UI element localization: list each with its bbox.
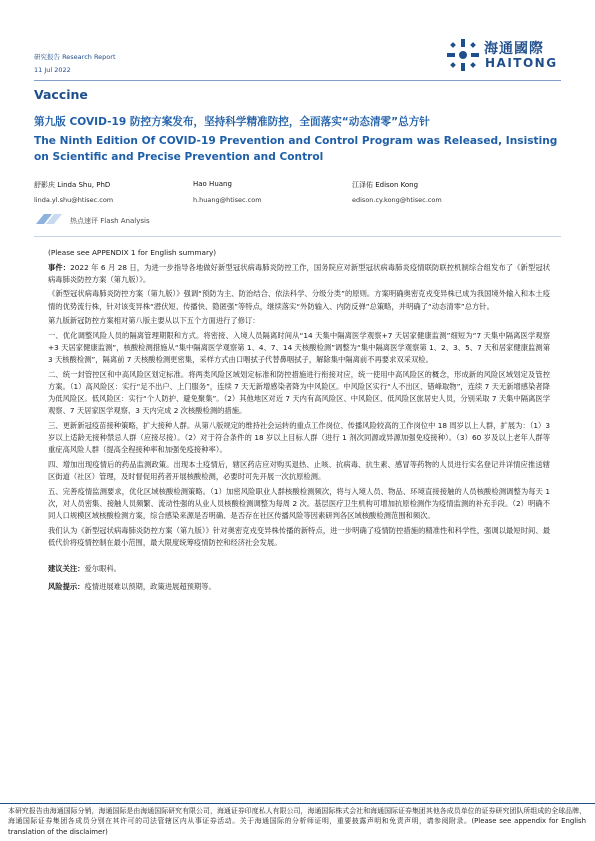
footer-disclaimer: 本研究报告由海通国际分销，海通国际是由海通国际研究有限公司，海通证券印度私人有限公司，海通国际株式会社和海通国际证券集团其他各成员单位的证券研究团队所组成的全球品牌，海通国际证券集团各成员分别在其许可的司法管辖区内从事证券活动。关于海通国际的分析师证明，重要披露声明和免责声明，请参阅附录。(Please see appendix for English translation of the disclaimer): [8, 807, 586, 836]
author-2-email[interactable]: h.huang@htisec.com: [193, 196, 262, 204]
author-2-name: Hao Huang: [193, 180, 232, 188]
report-type: 研究报告 Research Report: [34, 53, 116, 61]
paragraph-revision-2: 二、统一封管控区和中高风险区划定标准。将两类风险区域划定标准和防控措施进行衔接对应，统一使用中高风险区的概念，形成新的风险区域划定及管控方案。（1）高风险区：实行“足不出户、上门服务”，连续 7 天无新增感染者降为中风险区。中风险区实行“人不出区、错峰取物”，连续 7 天无新增感染者降为低风险区。低风险区：实行“个人防护、避免聚集”。（2）其他地区对近 7 天内有高风险区、中风险区、低风险区旅居史人员，分别采取 7 天集中隔离医学观察、7 天居家医学观察、3 天内完成 2 次核酸检测的措施。: [48, 369, 550, 416]
risk-label: 风险提示：: [48, 582, 85, 592]
author-3-name: 江泽佑 Edison Kong: [352, 181, 419, 189]
report-body: [48, 247, 550, 596]
title-en: The Ninth Edition Of COVID-19 Prevention and Control Program was Released, Insisting on Scientific and Precise Prevention and Control: [34, 135, 558, 163]
author-1-email[interactable]: linda.yl.shu@htisec.com: [34, 196, 114, 204]
author-3-email[interactable]: edison.cy.kong@htisec.com: [352, 196, 442, 204]
paragraph-revision-4: 四、增加出现疫情后的药品监测政策。出现本土疫情后，辖区药店应对购买退热、止咳、抗病毒、抗生素、感冒等药物的人员进行实名登记并详情应推送辖区街道（社区）管理，及时督促用药者开展核酸检测，必要时可先开展一次抗原检测。: [48, 459, 550, 482]
focus-text: 爱尔眼科。: [84, 564, 121, 574]
event-text: 2022 年 6 月 28 日，为进一步指导各地做好新型冠状病毒肺炎防控工作，国务院应对新型冠状病毒肺炎疫情联防联控机制综合组发布了《新型冠状病毒肺炎防控方案（第九版）》。: [48, 262, 550, 284]
report-date: 11 Jul 2022: [34, 66, 71, 74]
focus-label: 建议关注：: [48, 564, 85, 574]
english-summary-note: (Please see APPENDIX 1 for English summary): [48, 248, 217, 257]
flash-badge-icon: [34, 212, 64, 226]
event-paragraph: [48, 262, 550, 286]
paragraph-revision-5: 五、完善疫情监测要求，优化区域核酸检测策略。（1）加密风险职业人群核酸检测频次，将与入境人员、物品、环境直接接触的人员核酸检测调整为每天 1 次，对人员密集、接触人员频繁、流动性强的从业人员核酸检测调整为每周 2 次。基层医疗卫生机构可增加抗原检测作为疫情监测的补充手段。（2）明确不同人口规模区域核酸检测方案，综合感染来源是否明确、是否存在社区传播风险等因素研判各区域核酸检测范围和频次。: [48, 486, 550, 521]
logo-en-text: HAITONG: [485, 56, 558, 70]
author-1-name: 舒影庆 Linda Shu, PhD: [34, 181, 111, 189]
paragraph-revisions-intro: 第九版新冠防控方案相对第八版主要从以下五个方面进行了修订：: [48, 316, 260, 326]
footer-divider: [0, 803, 595, 804]
paragraph-revision-1: 一、优化调整风险人员的隔离管理期限和方式。将密接、入境人员隔离时间从“14 天集中隔离医学观察+7 天居家健康监测”细短为“7 天集中隔离医学观察+3 天居家健康监测”，核酸检测措施从“集中隔离医学观察第 1、4、7、14 天核酸检测”调整为“集中隔离医学观察第 1、2、3、5、7 天和居家健康监测第 3 天核酸检测”，隔离前 7 天核酸检测更密集，采样方式由口咽拭子代替鼻咽拭子，解除集中隔离前不再要求双采双检。: [48, 330, 550, 365]
haitong-logo-icon: [446, 38, 480, 72]
paragraph-conclusion: 我们认为《新型冠状病毒肺炎防控方案（第九版）》针对奥密克戎变异株传播的新特点，进一步明确了疫情防控措施的精准性和科学性，强调以最短时间、最低代价将疫情控制在最小范围，最大限度统筹疫情防控和经济社会发展。: [48, 525, 550, 547]
event-label: 事件：: [48, 262, 71, 272]
risk-text: 疫情进展难以预期，政策进展超预期等。: [84, 582, 216, 592]
body-divider: [34, 236, 561, 237]
risk-line: [48, 581, 550, 593]
focus-line: [48, 563, 550, 575]
section-label: Vaccine: [34, 87, 88, 102]
flash-analysis-label: 热点速评 Flash Analysis: [70, 217, 150, 225]
title-cn: 第九版 COVID-19 防控方案发布，坚持科学精准防控，全面落实“动态清零”总方针: [34, 116, 430, 128]
paragraph-principles: 《新型冠状病毒肺炎防控方案（第九版）》强调“预防为主、防治结合、依法科学、分级分类”的原则。方案明确奥密克戎变异株已成为我国境外输入和本土疫情的优势流行株，针对该变异株“潜伏短、传播快、隐匿强”等特点，继续落实“外防输入、内防反弹”总策略，并明确了“动态清零”总方针。: [48, 289, 550, 311]
haitong-logo: [446, 36, 561, 74]
paragraph-revision-3: 三、更新新冠疫苗接种策略，扩大接种人群。从第八版规定的维持社会运转的重点工作岗位、传播风险较高的工作岗位中 18 周岁以上人群，扩展为：（1）3 岁以上适龄无接种禁忌人群（应接尽接）。（2）对于符合条件的 18 岁以上目标人群（进行 1 剂次同源或异源加强免疫接种）。（3）60 岁及以上老年人群等重症高风险人群（提高全程接种率和加强免疫接种率）。: [48, 420, 550, 455]
header-divider: [34, 80, 561, 81]
logo-cn-text: 海通國際: [484, 41, 544, 57]
